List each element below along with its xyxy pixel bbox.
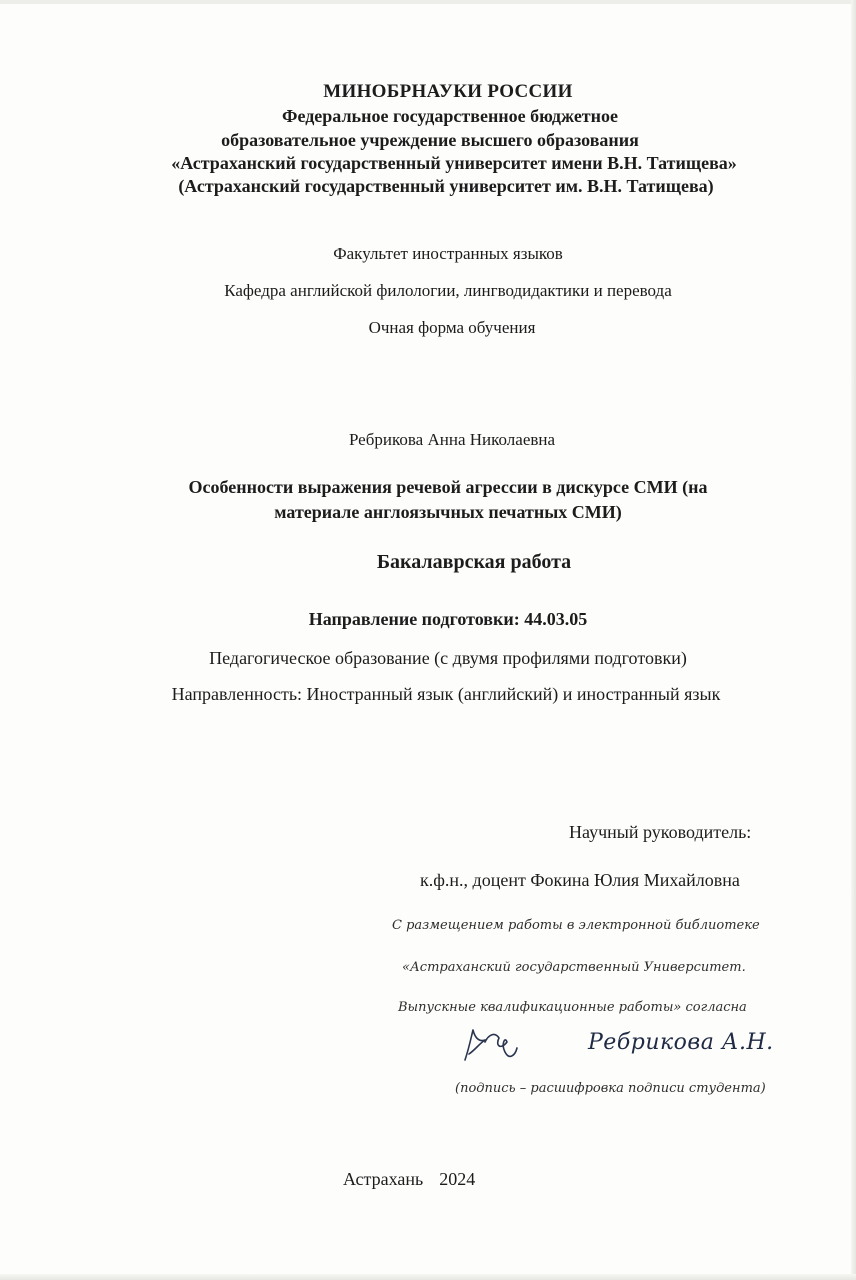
supervisor-label: Научный руководитель: bbox=[569, 822, 752, 842]
focus: Направленность: Иностранный язык (английский) и иностранный язык bbox=[171, 684, 721, 704]
org-line-2: образовательное учреждение высшего образования bbox=[221, 130, 639, 150]
org-line-1: Федеральное государственное бюджетное bbox=[281, 106, 619, 126]
org-line-3: «Астраханский государственный университет имени В.Н. Татищева» bbox=[171, 153, 737, 173]
work-title-line-1: Особенности выражения речевой агрессии в дискурсе СМИ (на bbox=[188, 477, 708, 497]
ministry-heading: МИНОБРНАУКИ РОССИИ bbox=[323, 81, 573, 102]
program: Педагогическое образование (с двумя профилями подготовки) bbox=[209, 648, 687, 668]
student-name: Ребрикова Анна Николаевна bbox=[348, 430, 556, 449]
faculty: Факультет иностранных языков bbox=[333, 244, 563, 263]
city: Астрахань bbox=[343, 1169, 424, 1189]
supervisor-name: к.ф.н., доцент Фокина Юлия Михайловна bbox=[420, 870, 740, 890]
work-title-line-2: материале англоязычных печатных СМИ) bbox=[274, 502, 622, 522]
work-type: Бакалаврская работа bbox=[376, 551, 572, 573]
city-year bbox=[343, 1169, 475, 1190]
signature-caption: (подпись – расшифровка подписи студента) bbox=[455, 1081, 766, 1096]
year: 2024 bbox=[439, 1169, 476, 1189]
study-form: Очная форма обучения bbox=[368, 318, 536, 337]
page-edge-bottom bbox=[0, 1274, 856, 1280]
consent-line-2: «Астраханский государственный Университет. bbox=[402, 960, 746, 975]
signature-name: Ребрикова А.Н. bbox=[588, 1030, 774, 1055]
consent-line-3: Выпускные квалификационные работы» согласна bbox=[398, 1000, 747, 1015]
page-edge-top bbox=[0, 0, 856, 4]
chair: Кафедра английской филологии, лингводидактики и перевода bbox=[224, 281, 672, 300]
signature-mark bbox=[455, 1020, 535, 1070]
direction: Направление подготовки: 44.03.05 bbox=[308, 609, 588, 629]
consent-line-1: С размещением работы в электронной библиотеке bbox=[392, 918, 760, 933]
org-line-4: (Астраханский государственный университет им. В.Н. Татищева) bbox=[178, 176, 714, 196]
